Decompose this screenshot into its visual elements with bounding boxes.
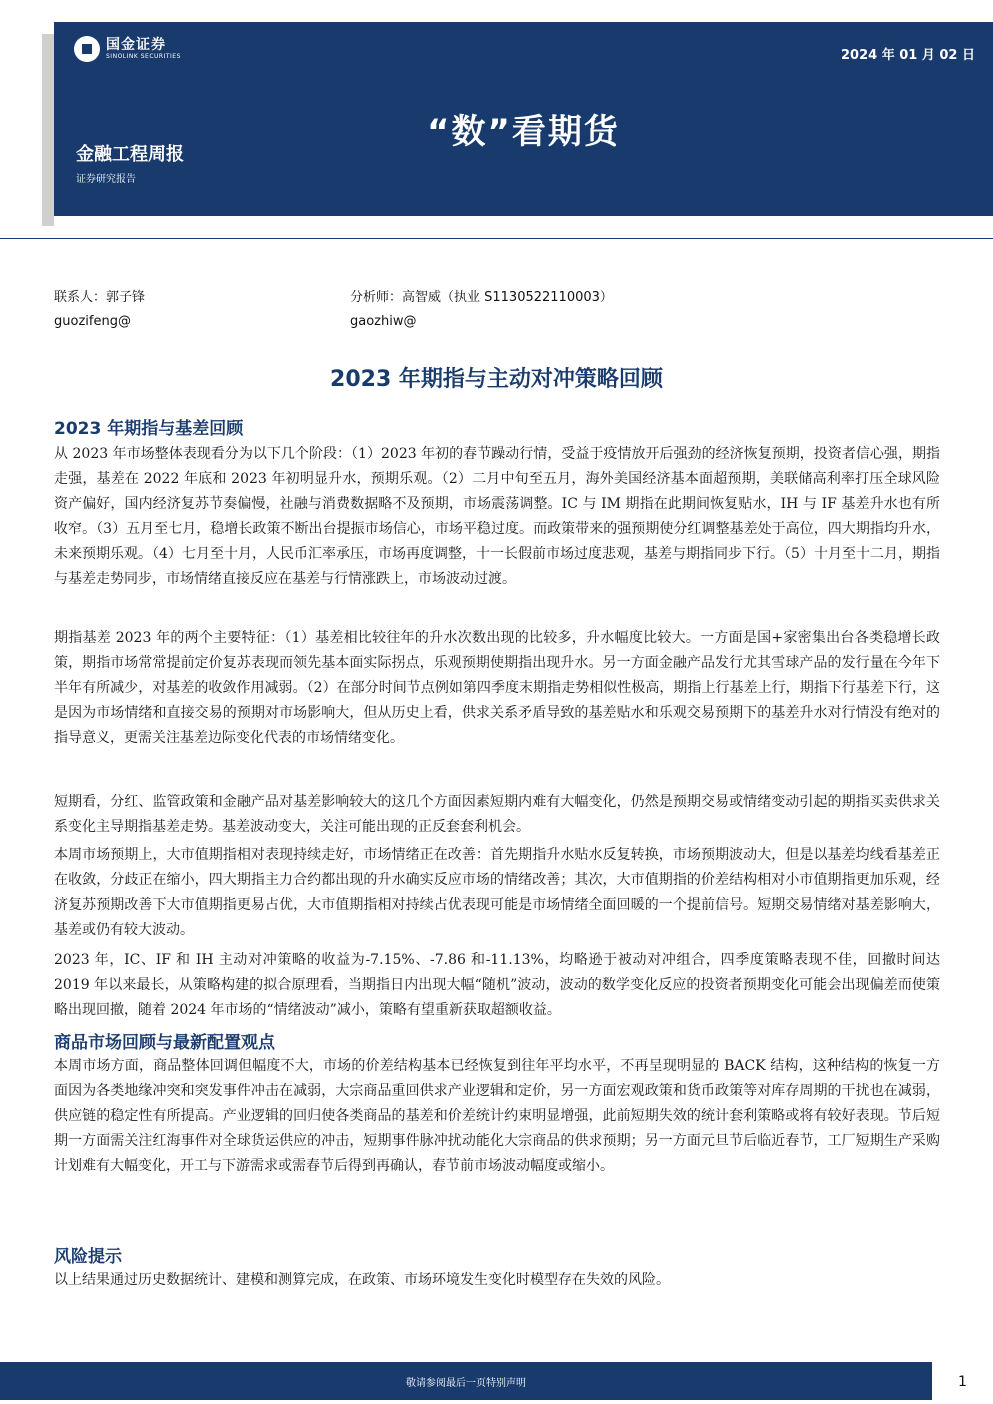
analyst-name: 分析师：高智威（执业 S1130522110003） <box>350 290 613 305</box>
paragraph-basis-features: 期指基差 2023 年的两个主要特征：（1）基差相比较往年的升水次数出现的比较多，升水幅度比较大。一方面是国+家密集出台各类稳增长政策，期指市场常常提前定价复苏表现而领先基本面实际拐点，乐观预期使期指出现升水。另一方面金融产品发行尤其雪球产品的发行量在今年下半年有所减少，对基差的收敛作用减弱。（2）在部分时间节点例如第四季度末期指走势相似性极高，期指上行基差上行，期指下行基差下行，这是因为市场情绪和直接交易的预期对市场影响大，但从历史上看，供求关系矛盾导致的基差贴水和乐观交易预期下的基差升水对行情没有绝对的指导意义，更需关注基差边际变化代表的市场情绪变化。 <box>54 630 940 746</box>
report-date: 2024 年 01 月 02 日 <box>841 48 975 63</box>
logo-cn-text: 国金证券 <box>106 37 166 53</box>
section-heading-risk: 风险提示 <box>54 1247 122 1267</box>
logo-en-text: SINOLINK SECURITIES <box>106 53 181 60</box>
header-banner <box>54 22 993 216</box>
footer-bar <box>0 1362 932 1400</box>
banner-shadow <box>42 34 54 226</box>
document-title: 2023 年期指与主动对冲策略回顾 <box>330 367 663 392</box>
paragraph-hedge-strategy: 2023 年，IC、IF 和 IH 主动对冲策略的收益为-7.15%、-7.86 和-11.13%，均略逊于被动对冲组合，四季度策略表现不佳，回撤时间达 2019 年以来最长，从策略构建的拟合原理看，当期指日内出现大幅“随机”波动，波动的数学变化反应的投资者预期变化可能会出现偏差而使策略出现回撤，随着 2024 年市场的“情绪波动”减小，策略有望重新获取超额收益。 <box>54 952 940 1018</box>
section-heading-basis-review: 2023 年期指与基差回顾 <box>54 419 244 439</box>
paragraph-market-stages: 从 2023 年市场整体表现看分为以下几个阶段：（1）2023 年初的春节躁动行情，受益于疫情放开后强劲的经济恢复预期，投资者信心强，期指走强，基差在 2022 年底和 2023 年初明显升水，预期乐观。（2）二月中旬至五月，海外美国经济基本面超预期，美联储高利率打压全球风险资产偏好，国内经济复苏节奏偏慢，社融与消费数据略不及预期，市场震荡调整。IC 与 IM 期指在此期间恢复贴水，IH 与 IF 基差升水也有所收窄。（3）五月至七月，稳增长政策不断出台提振市场信心，市场平稳过度。而政策带来的强预期使分红调整基差处于高位，四大期指均升水，未来预期乐观。（4）七月至十月，人民币汇率承压，市场再度调整，十一长假前市场过度悲观，基差与期指同步下行。（5）十月至十二月，期指与基差走势同步，市场情绪直接反应在基差与行情涨跌上，市场波动过渡。 <box>54 446 940 587</box>
paragraph-short-term-view: 短期看，分红、监管政策和金融产品对基差影响较大的这几个方面因素短期内难有大幅变化，仍然是预期交易或情绪变动引起的期指买卖供求关系变化主导期指基差走势。基差波动变大，关注可能出现的正反套套利机会。 <box>54 794 940 835</box>
paragraph-weekly-expectation: 本周市场预期上，大市值期指相对表现持续走好，市场情绪正在改善：首先期指升水贴水反复转换，市场预期波动大，但是以基差均线看基差正在收敛，分歧正在缩小，四大期指主力合约都出现的升水确实反应市场的情绪改善；其次，大市值期指的价差结构相对小市值期指更加乐观，经济复苏预期改善下大市值期指更易占优，大市值期指相对持续占优表现可能是市场情绪全面回暖的一个提前信号。短期交易情绪对基差影响大，基差或仍有较大波动。 <box>54 847 940 938</box>
page-number: 1 <box>958 1374 967 1390</box>
analyst-email[interactable]: gaozhiw@ <box>350 314 417 329</box>
header-divider <box>0 238 993 239</box>
footer-disclaimer: 敬请参阅最后一页特别声明 <box>406 1377 526 1389</box>
report-banner-title: “数”看期货 <box>427 112 620 152</box>
section-heading-commodity: 商品市场回顾与最新配置观点 <box>54 1033 275 1053</box>
paragraph-risk-notice: 以上结果通过历史数据统计、建模和测算完成，在政策、市场环境发生变化时模型存在失效的风险。 <box>54 1272 670 1288</box>
report-series: 金融工程周报 <box>76 144 184 165</box>
logo-icon <box>74 36 100 62</box>
report-type: 证券研究报告 <box>76 174 136 185</box>
contact-email[interactable]: guozifeng@ <box>54 314 131 329</box>
paragraph-commodity-view: 本周市场方面，商品整体回调但幅度不大，市场的价差结构基本已经恢复到往年平均水平，不再呈现明显的 BACK 结构，这种结构的恢复一方面因为各类地缘冲突和突发事件冲击在减弱，大宗商品重回供求产业逻辑和定价，另一方面宏观政策和货币政策等对库存周期的干扰也在减弱，供应链的稳定性有所提高。产业逻辑的回归使各类商品的基差和价差统计约束明显增强，此前短期失效的统计套利策略或将有较好表现。节后短期一方面需关注红海事件对全球货运供应的冲击，短期事件脉冲扰动能化大宗商品的供求预期；另一方面元旦节后临近春节，工厂短期生产采购计划难有大幅变化，开工与下游需求或需春节后得到再确认，春节前市场波动幅度或缩小。 <box>54 1058 940 1174</box>
company-logo <box>74 36 181 62</box>
contact-name: 联系人：郭子锋 <box>54 290 146 305</box>
